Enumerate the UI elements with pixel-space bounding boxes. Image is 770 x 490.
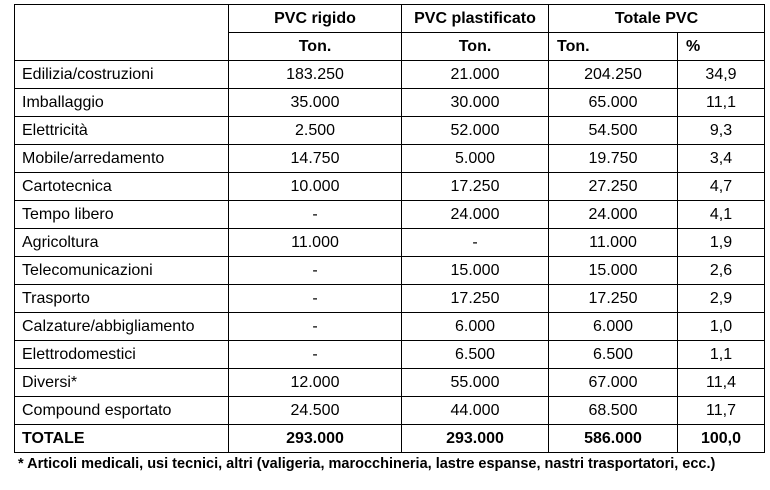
table-row	[15, 61, 765, 89]
cell-plastificato: 44.000	[402, 397, 549, 425]
cell-totale: 6.500	[549, 341, 678, 369]
table-row	[15, 89, 765, 117]
header-plastificato: PVC plastificato	[402, 5, 549, 33]
table-row	[15, 229, 765, 257]
cell-plastificato: 17.250	[402, 285, 549, 313]
total-plastificato: 293.000	[402, 425, 549, 453]
cell-totale: 54.500	[549, 117, 678, 145]
cell-percent: 11,4	[678, 369, 765, 397]
cell-percent: 1,9	[678, 229, 765, 257]
cell-totale: 17.250	[549, 285, 678, 313]
unit-totale: Ton.	[549, 33, 678, 61]
cell-rigido: -	[229, 201, 402, 229]
table-row	[15, 145, 765, 173]
table-row	[15, 173, 765, 201]
header-empty-cell	[15, 5, 229, 61]
row-label: Diversi*	[15, 369, 229, 397]
cell-totale: 11.000	[549, 229, 678, 257]
cell-plastificato: 55.000	[402, 369, 549, 397]
table-row	[15, 257, 765, 285]
cell-totale: 204.250	[549, 61, 678, 89]
row-label: Compound esportato	[15, 397, 229, 425]
cell-percent: 3,4	[678, 145, 765, 173]
cell-plastificato: 30.000	[402, 89, 549, 117]
row-label: Telecomunicazioni	[15, 257, 229, 285]
cell-rigido: 11.000	[229, 229, 402, 257]
header-row-top	[15, 5, 765, 33]
cell-totale: 6.000	[549, 313, 678, 341]
cell-percent: 11,1	[678, 89, 765, 117]
table-row	[15, 369, 765, 397]
cell-rigido: 24.500	[229, 397, 402, 425]
cell-percent: 1,1	[678, 341, 765, 369]
cell-percent: 4,1	[678, 201, 765, 229]
table-body	[15, 61, 765, 425]
total-row	[15, 425, 765, 453]
cell-plastificato: 24.000	[402, 201, 549, 229]
cell-percent: 34,9	[678, 61, 765, 89]
cell-rigido: 14.750	[229, 145, 402, 173]
row-label: Cartotecnica	[15, 173, 229, 201]
cell-percent: 11,7	[678, 397, 765, 425]
header-totale: Totale PVC	[549, 5, 765, 33]
header-rigido: PVC rigido	[229, 5, 402, 33]
cell-plastificato: 6.500	[402, 341, 549, 369]
total-rigido: 293.000	[229, 425, 402, 453]
cell-rigido: 183.250	[229, 61, 402, 89]
table-row	[15, 117, 765, 145]
cell-rigido: 10.000	[229, 173, 402, 201]
cell-plastificato: 52.000	[402, 117, 549, 145]
cell-totale: 67.000	[549, 369, 678, 397]
table-row	[15, 397, 765, 425]
cell-rigido: 35.000	[229, 89, 402, 117]
cell-rigido: -	[229, 257, 402, 285]
cell-plastificato: 6.000	[402, 313, 549, 341]
unit-percent: %	[678, 33, 765, 61]
cell-percent: 2,6	[678, 257, 765, 285]
cell-rigido: -	[229, 313, 402, 341]
unit-plastificato: Ton.	[402, 33, 549, 61]
cell-percent: 1,0	[678, 313, 765, 341]
cell-rigido: 2.500	[229, 117, 402, 145]
table-row	[15, 201, 765, 229]
row-label: Edilizia/costruzioni	[15, 61, 229, 89]
row-label: Elettricità	[15, 117, 229, 145]
cell-percent: 2,9	[678, 285, 765, 313]
cell-totale: 68.500	[549, 397, 678, 425]
cell-totale: 15.000	[549, 257, 678, 285]
table-row	[15, 313, 765, 341]
row-label: Elettrodomestici	[15, 341, 229, 369]
cell-rigido: 12.000	[229, 369, 402, 397]
pvc-consumption-table	[14, 4, 765, 453]
row-label: Trasporto	[15, 285, 229, 313]
cell-plastificato: -	[402, 229, 549, 257]
cell-totale: 27.250	[549, 173, 678, 201]
cell-totale: 65.000	[549, 89, 678, 117]
total-label: TOTALE	[15, 425, 229, 453]
row-label: Calzature/abbigliamento	[15, 313, 229, 341]
cell-totale: 24.000	[549, 201, 678, 229]
table-row	[15, 285, 765, 313]
cell-percent: 9,3	[678, 117, 765, 145]
unit-rigido: Ton.	[229, 33, 402, 61]
cell-plastificato: 5.000	[402, 145, 549, 173]
row-label: Mobile/arredamento	[15, 145, 229, 173]
cell-rigido: -	[229, 285, 402, 313]
row-label: Agricoltura	[15, 229, 229, 257]
cell-plastificato: 21.000	[402, 61, 549, 89]
row-label: Tempo libero	[15, 201, 229, 229]
cell-plastificato: 15.000	[402, 257, 549, 285]
cell-rigido: -	[229, 341, 402, 369]
total-totale: 586.000	[549, 425, 678, 453]
total-percent: 100,0	[678, 425, 765, 453]
cell-plastificato: 17.250	[402, 173, 549, 201]
cell-totale: 19.750	[549, 145, 678, 173]
cell-percent: 4,7	[678, 173, 765, 201]
table-row	[15, 341, 765, 369]
footnote: * Articoli medicali, usi tecnici, altri (valigeria, marocchineria, lastre espanse, nastri trasportatori, ecc.)	[18, 456, 716, 472]
row-label: Imballaggio	[15, 89, 229, 117]
